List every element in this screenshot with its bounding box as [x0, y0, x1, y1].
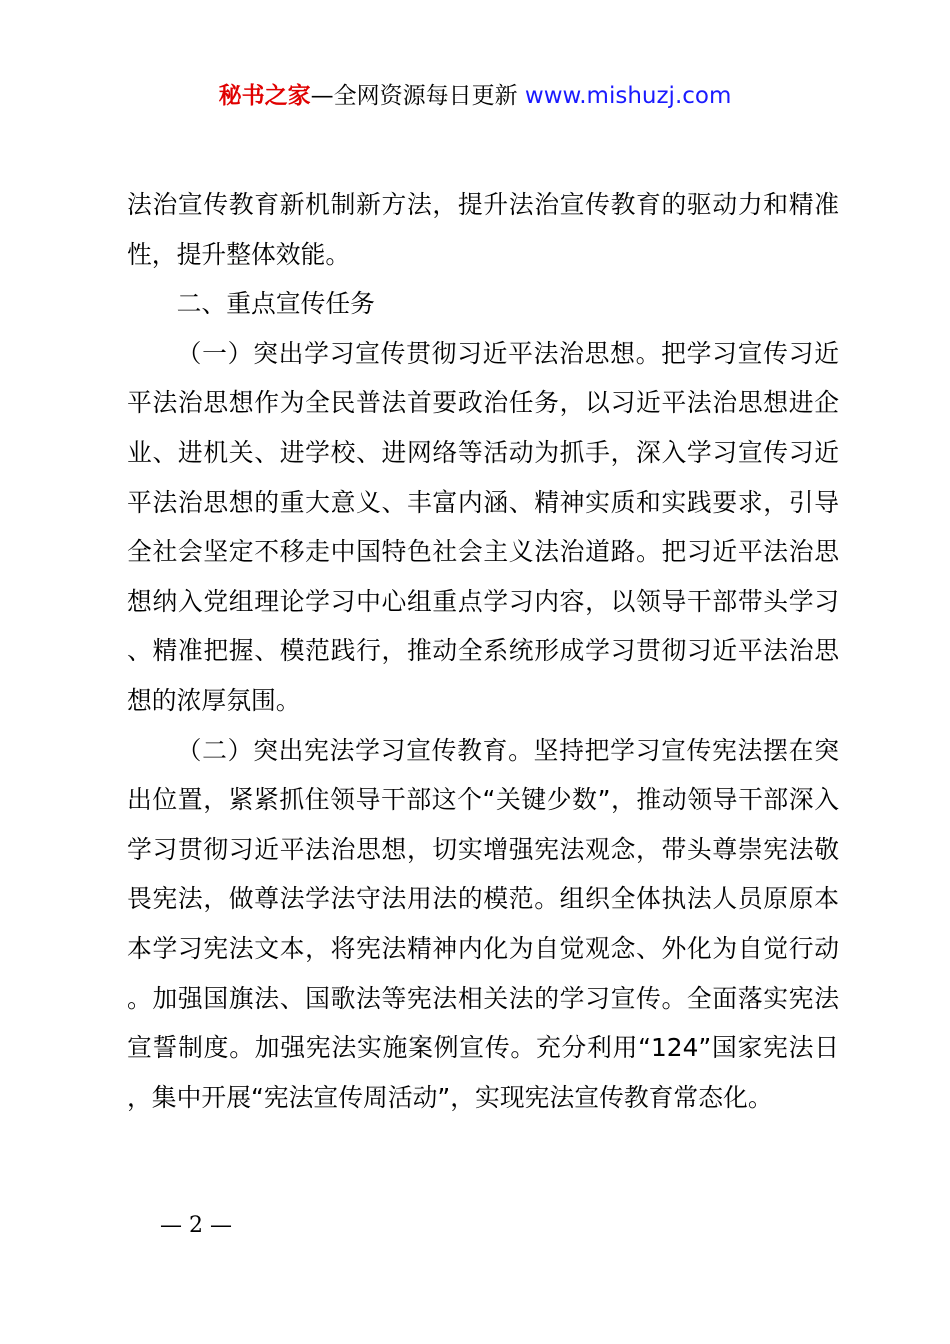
header-tagline: —全网资源每日更新	[310, 83, 518, 109]
document-body	[127, 180, 839, 1122]
website-link[interactable]: www.mishuzj.com	[524, 83, 732, 109]
section-heading: 二、重点宣传任务	[176, 289, 375, 319]
page-header	[0, 80, 950, 112]
page-number: — 2 —	[160, 1213, 232, 1238]
brand-name: 秘书之家	[218, 83, 311, 109]
paragraph-continuation: 法治宣传教育新机制新方法，提升法治宣传教育的驱动力和精准性，提升整体效能。	[127, 190, 839, 269]
paragraph-xi-thought: （一）突出学习宣传贯彻习近平法治思想。把学习宣传习近平法治思想作为全民普法首要政治任务，以习近平法治思想进企业、进机关、进学校、进网络等活动为抓手，深入学习宣传习近平法治思想的重大意义、丰富内涵、精神实质和实践要求，引导全社会坚定不移走中国特色社会主义法治道路。把习近平法治思想纳入党组理论学习中心组重点学习内容，以领导干部带头学习、精准把握、模范践行，推动全系统形成学习贯彻习近平法治思想的浓厚氛围。	[127, 338, 839, 715]
paragraph-constitution: （二）突出宪法学习宣传教育。坚持把学习宣传宪法摆在突出位置，紧紧抓住领导干部这个“关键少数”，推动领导干部深入学习贯彻习近平法治思想，切实增强宪法观念，带头尊崇宪法敬畏宪法，做尊法学法守法用法的模范。组织全体执法人员原原本本学习宪法文本，将宪法精神内化为自觉观念、外化为自觉行动。加强国旗法、国歌法等宪法相关法的学习宣传。全面落实宪法宣誓制度。加强宪法实施案例宣传。充分利用“124”国家宪法日，集中开展“宪法宣传周活动”，实现宪法宣传教育常态化。	[127, 735, 839, 1112]
